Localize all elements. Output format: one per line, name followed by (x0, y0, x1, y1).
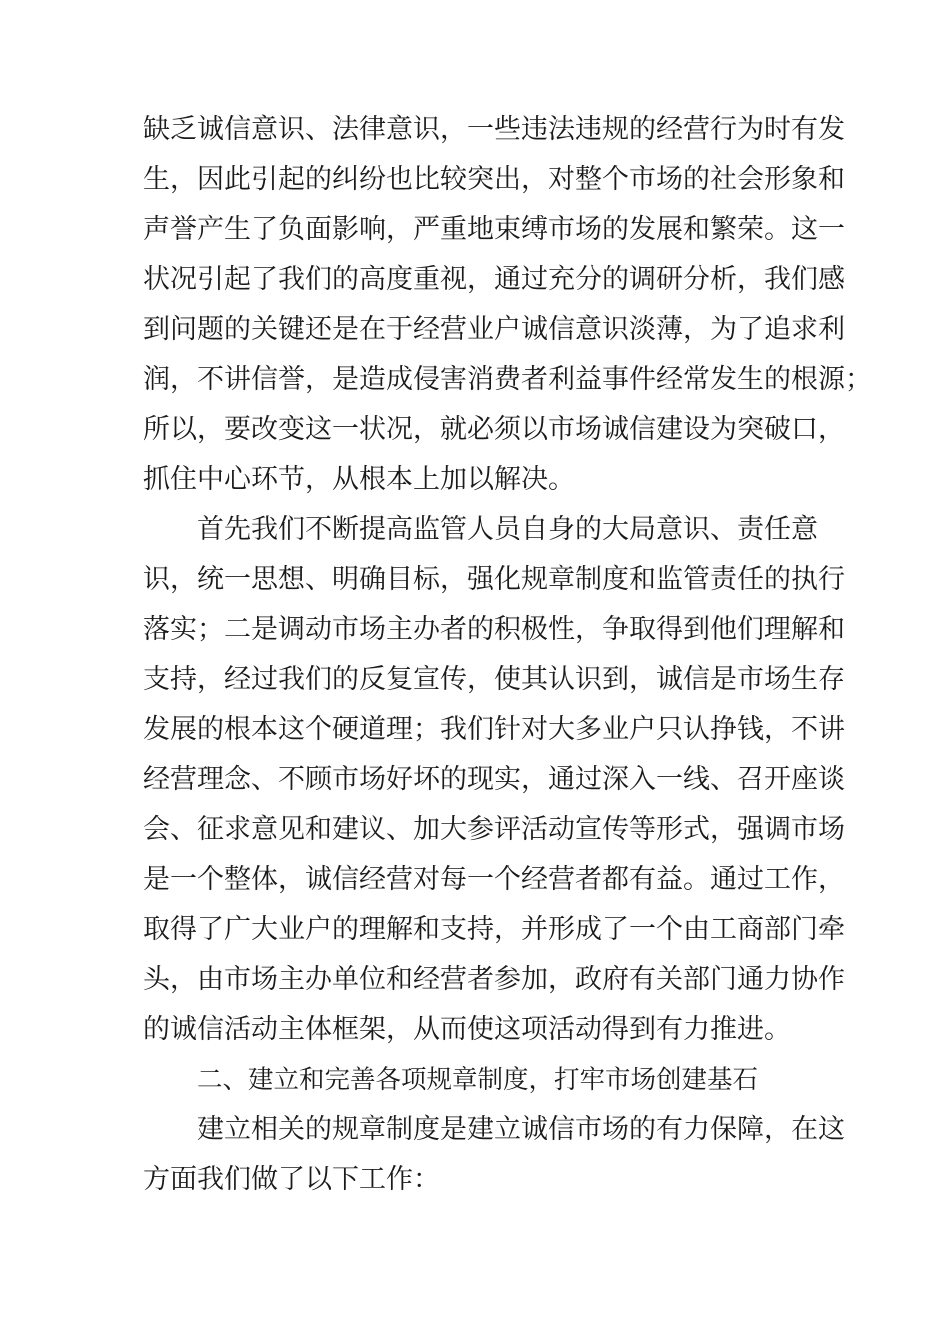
text-line: 支持，经过我们的反复宣传，使其认识到，诚信是市场生存 (143, 664, 845, 695)
text-line: 是一个整体，诚信经营对每一个经营者都有益。通过工作， (143, 864, 845, 895)
section-heading: 二、建立和完善各项规章制度，打牢市场创建基石 (197, 1065, 759, 1095)
text-line: 头，由市场主办单位和经营者参加，政府有关部门通力协作 (143, 964, 845, 995)
text-line: 抓住中心环节，从根本上加以解决。 (143, 464, 575, 495)
text-line: 经营理念、不顾市场好坏的现实，通过深入一线、召开座谈 (143, 764, 845, 795)
text-line: 会、征求意见和建议、加大参评活动宣传等形式，强调市场 (143, 814, 845, 845)
text-line: 落实；二是调动市场主办者的积极性，争取得到他们理解和 (143, 614, 845, 645)
text-line: 缺乏诚信意识、法律意识，一些违法违规的经营行为时有发 (143, 114, 845, 145)
text-line: 识，统一思想、明确目标，强化规章制度和监管责任的执行 (143, 564, 845, 595)
text-line: 取得了广大业户的理解和支持，并形成了一个由工商部门牵 (143, 914, 845, 945)
text-line: 到问题的关键还是在于经营业户诚信意识淡薄，为了追求利 (143, 314, 845, 345)
text-line: 方面我们做了以下工作： (143, 1164, 440, 1195)
text-line: 建立相关的规章制度是建立诚信市场的有力保障，在这 (197, 1114, 845, 1145)
text-line: 生，因此引起的纠纷也比较突出，对整个市场的社会形象和 (143, 164, 845, 195)
text-line: 首先我们不断提高监管人员自身的大局意识、责任意 (197, 514, 818, 545)
text-line: 的诚信活动主体框架，从而使这项活动得到有力推进。 (143, 1014, 791, 1045)
text-line: 声誉产生了负面影响，严重地束缚市场的发展和繁荣。这一 (143, 214, 845, 245)
text-line: 发展的根本这个硬道理；我们针对大多业户只认挣钱，不讲 (143, 714, 845, 745)
text-line: 润，不讲信誉，是造成侵害消费者利益事件经常发生的根源； (143, 364, 872, 395)
body-text (143, 105, 872, 1205)
text-line: 所以，要改变这一状况，就必须以市场诚信建设为突破口， (143, 414, 845, 445)
text-line: 状况引起了我们的高度重视，通过充分的调研分析，我们感 (143, 264, 845, 295)
